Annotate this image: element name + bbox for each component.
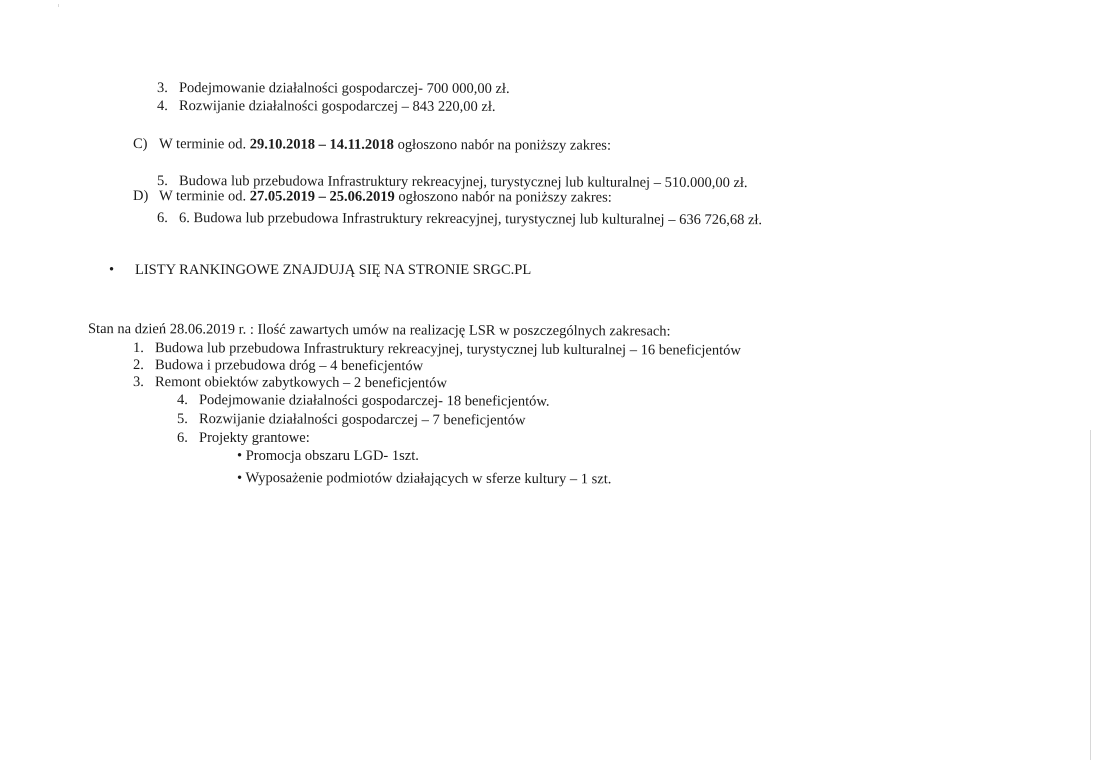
scan-mark [58,4,59,7]
status-item-2: 2. Budowa i przebudowa dróg – 4 beneficjentów [132,357,424,375]
status-item-5: 5. Rozwijanie działalności gospodarczej – 7 beneficjentów [176,411,526,429]
section-c-dates: 29.10.2018 – 14.11.2018 [249,136,394,153]
bullet-icon: • [236,470,243,487]
grant-item-2: • Wyposażenie podmiotów działających w sferze kultury – 1 szt. [236,470,612,488]
status-item-3: 3. Remont obiektów zabytkowych – 2 beneficjentów [132,374,447,392]
rankings-notice: • LISTY RANKINGOWE ZNAJDUJĄ SIĘ NA STRONIE SRGC.PL [109,262,532,278]
grant-item-1: • Promocja obszaru LGD- 1szt. [237,448,419,464]
status-item-1: 1. Budowa lub przebudowa Infrastruktury rekreacyjnej, turystycznej lub kulturalnej – 16 beneficjentów [132,340,741,359]
section-d-heading: D) W terminie od. 27.05.2019 – 25.06.2019 ogłoszono nabór na poniższy zakres: [132,188,612,206]
scan-edge-line [1090,430,1091,760]
section-b-item-3: 3. Podejmowanie działalności gospodarczej- 700 000,00 zł. [156,80,510,97]
status-intro: Stan na dzień 28.06.2019 r. : Ilość zawartych umów na realizację LSR w poszczególnych zakresach: [87,321,671,340]
section-d-dates: 27.05.2019 – 25.06.2019 [249,188,395,205]
bullet-icon: • [109,262,115,278]
section-d-item-6: 6. 6. Budowa lub przebudowa Infrastruktury rekreacyjnej, turystycznej lub kulturalnej – 636 726,68 zł. [156,210,763,229]
status-item-4: 4. Podejmowanie działalności gospodarczej- 18 beneficjentów. [176,392,550,410]
bullet-icon: • [237,448,243,464]
section-c-heading: C) W terminie od. 29.10.2018 – 14.11.2018 ogłoszono nabór na poniższy zakres: [132,136,612,154]
section-b-item-4: 4. Rozwijanie działalności gospodarczej – 843 220,00 zł. [156,98,496,115]
status-item-6: 6. Projekty grantowe: [177,430,310,446]
section-c-item-5: 5. Budowa lub przebudowa Infrastruktury rekreacyjnej, turystycznej lub kulturalnej – 510.000,00 zł. [156,173,748,192]
